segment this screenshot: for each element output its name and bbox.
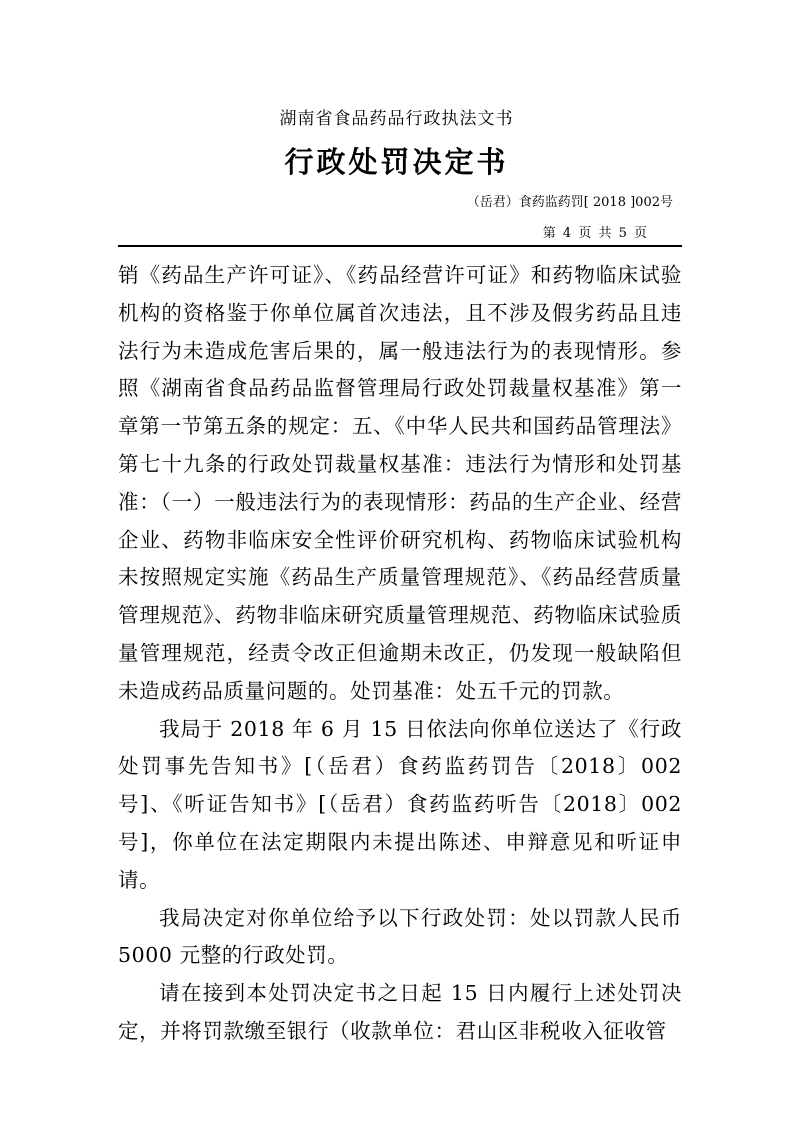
body-paragraph-notice-served: 我局于 2018 年 6 月 15 日依法向你单位送达了《行政处罚事先告知书》[（岳君）食药监药罚告〔2018〕002 号]、《听证告知书》[（岳君）食药监药听告〔2018〕002 号]，你单位在法定期限内未提出陈述、申辩意见和听证申请。 — [118, 716, 682, 892]
document-body — [118, 257, 682, 1051]
document-number: （岳君）食药监药罚[ 2018 ]002号 — [466, 195, 673, 210]
body-paragraph-penalty-decision: 我局决定对你单位给予以下行政处罚：处以罚款人民币 5000 元整的行政处罚。 — [118, 905, 682, 968]
body-paragraph-payment-instruction: 请在接到本处罚决定书之日起 15 日内履行上述处罚决定，并将罚款缴至银行（收款单位：君山区非税收入征收管 — [118, 981, 682, 1043]
header-divider — [118, 245, 682, 247]
document-title: 行政处罚决定书 — [284, 145, 509, 179]
body-paragraph-continued: 销《药品生产许可证》、《药品经营许可证》和药物临床试验机构的资格鉴于你单位属首次违法，且不涉及假劣药品且违法行为未造成危害后果的，属一般违法行为的表现情形。参照《湖南省食品药品监督管理局行政处罚裁量权基准》第一章第一节第五条的规定：五、《中华人民共和国药品管理法》第七十九条的行政处罚裁量权基准：违法行为情形和处罚基准：（一）一般违法行为的表现情形：药品的生产企业、经营企业、药物非临床安全性评价研究机构、药物临床试验机构未按照规定实施《药品生产质量管理规范》、《药品经营质量管理规范》、药物非临床研究质量管理规范、药物临床试验质量管理规范，经责令改正但逾期未改正，仍发现一般缺陷但未造成药品质量问题的。处罚基准：处五千元的罚款。 — [118, 263, 682, 703]
issuing-organization: 湖南省食品药品行政执法文书 — [279, 109, 514, 129]
page-indicator: 第 4 页 共 5 页 — [542, 226, 647, 241]
